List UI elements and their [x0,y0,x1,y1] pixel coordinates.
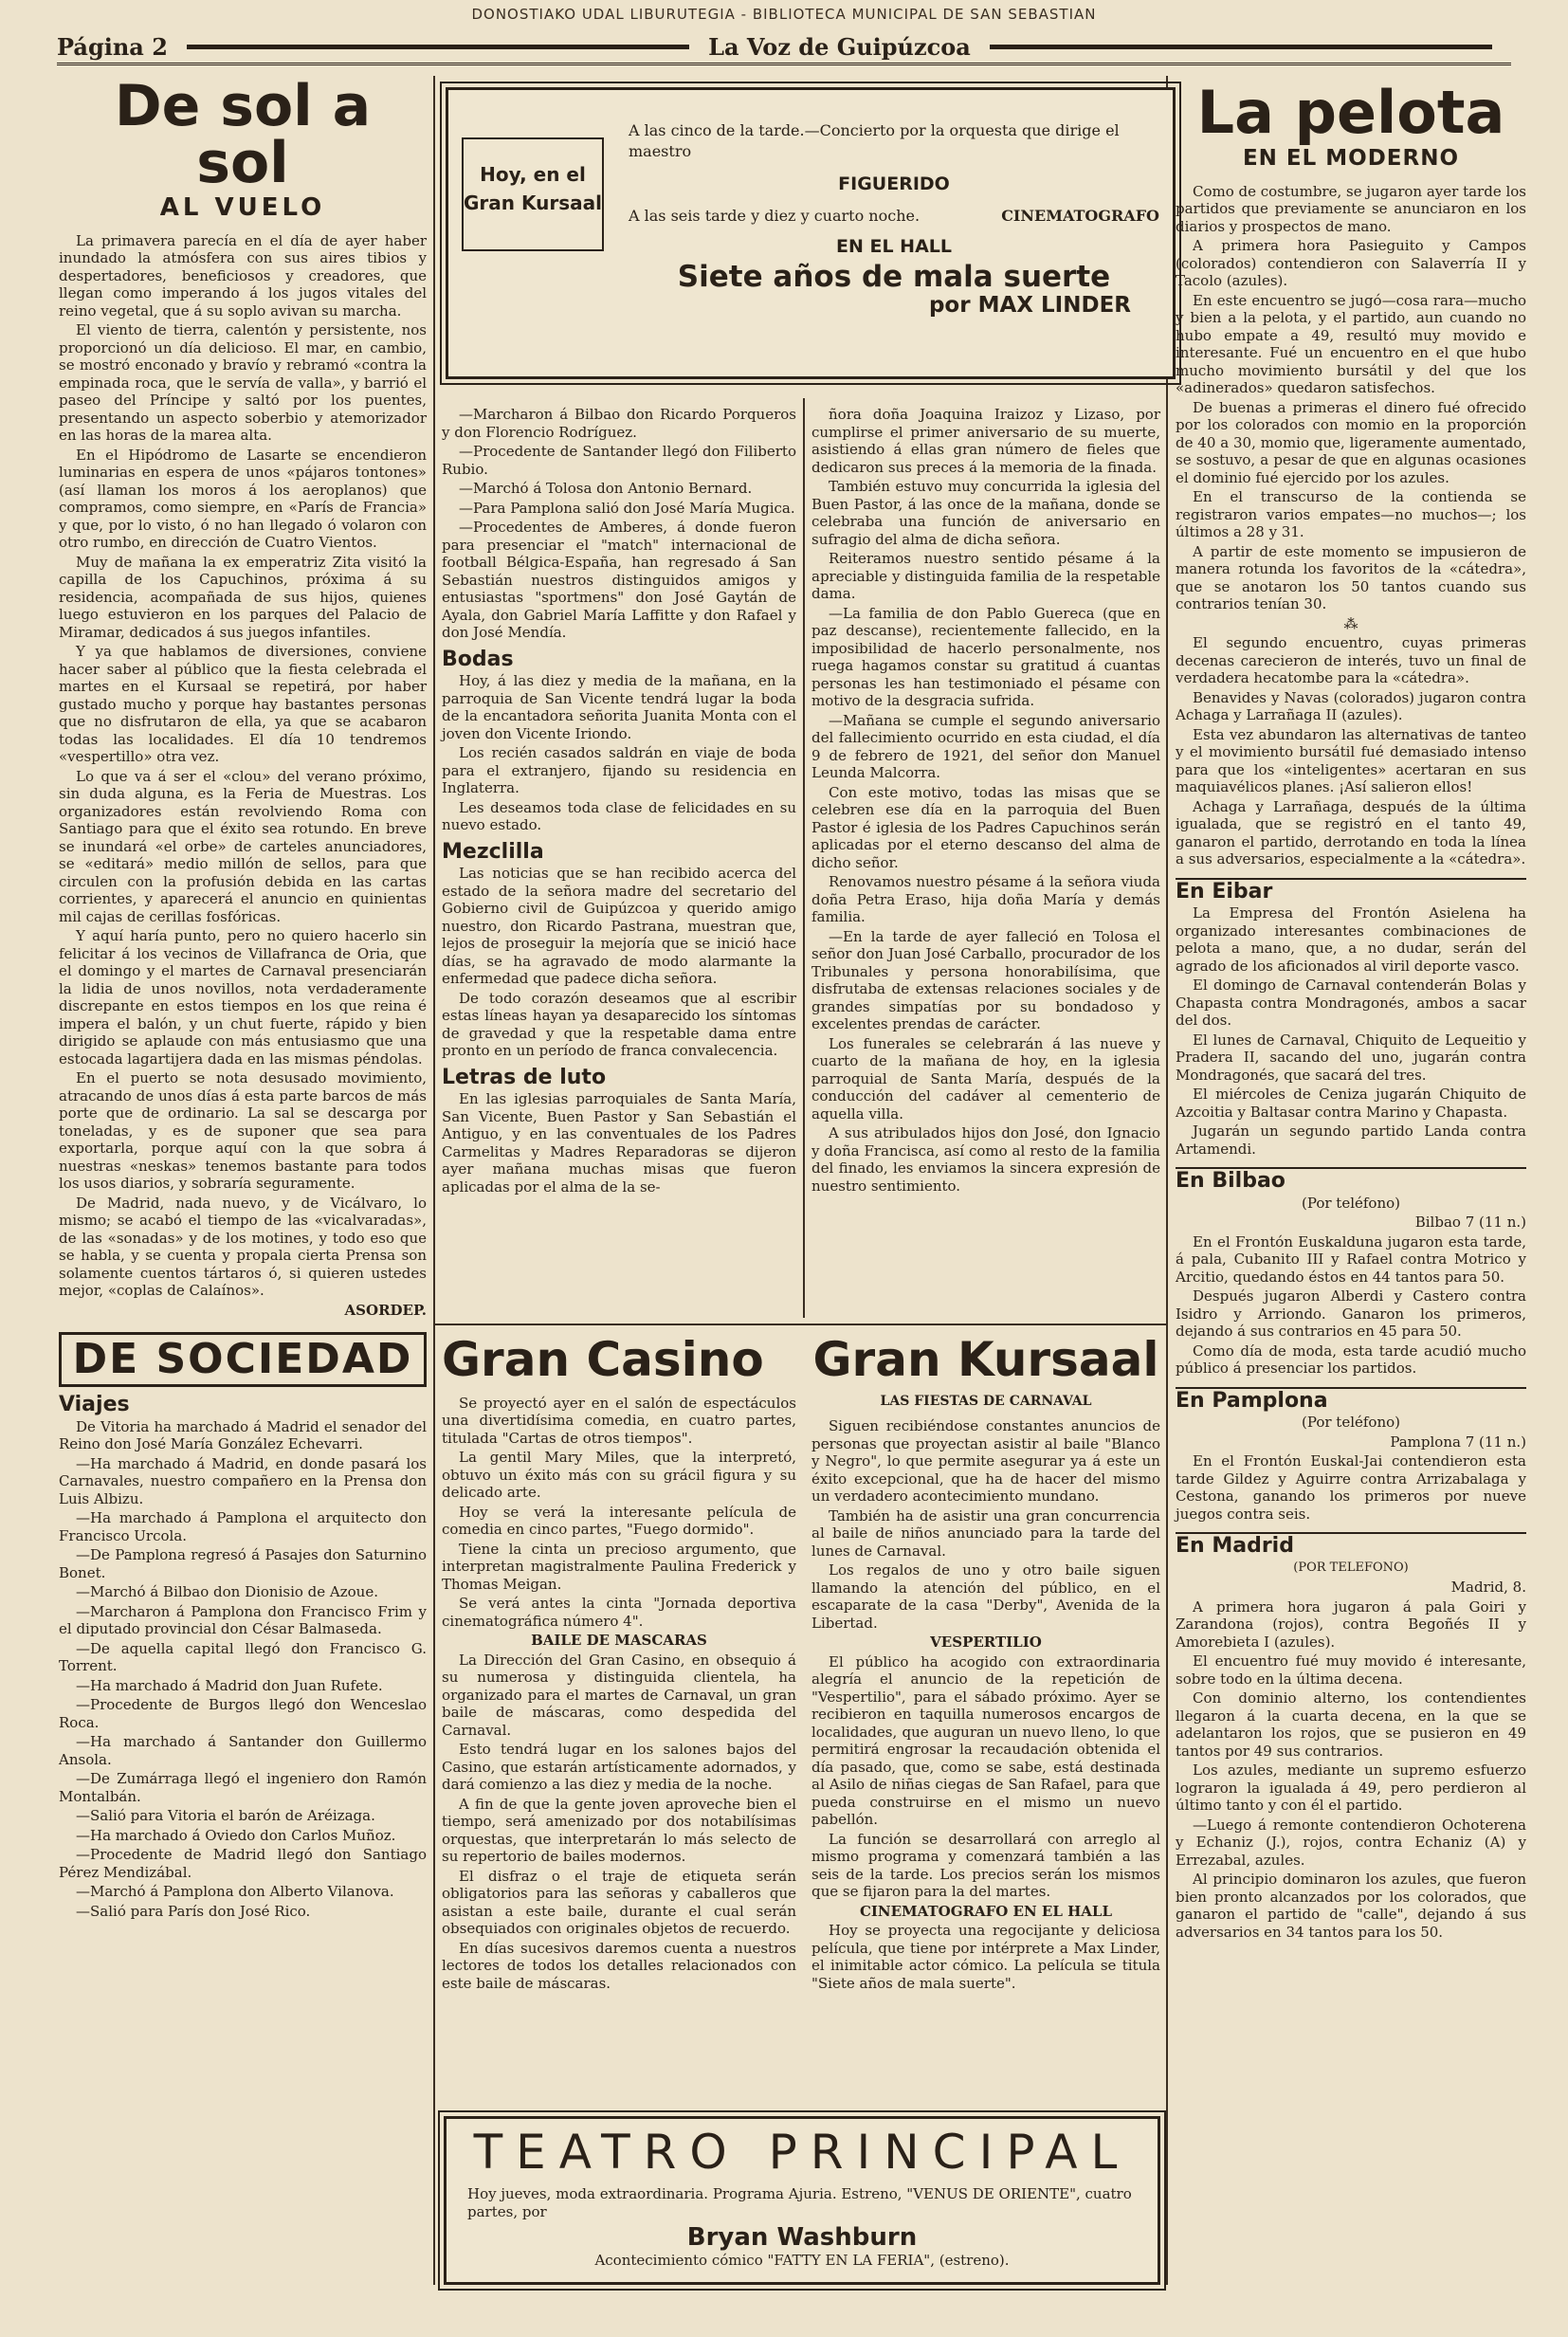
bilbao-dateline: Bilbao 7 (11 n.) [1414,1214,1526,1231]
paragraph: En las iglesias parroquiales de Santa María, San Vicente, Buen Pastor y San Sebastián el Antiguo, y en las conventuales de los Padres Carmelitas y Madres Reparadoras se dijeron ayer mañana muchas misas que fueron aplicadas por el alma de la se- [442,1090,796,1196]
letras-body [442,1090,796,1196]
mezclilla-heading: Mezclilla [442,839,544,864]
cinematografo-heading: CINEMATOGRAFO EN EL HALL [859,1902,1113,1920]
paragraph: El viento de tierra, calentón y persistente, nos proporcionó un día delicioso. El mar, en cambio, se mostró enconado y bravío y rebramó «contra la empinada roca, que le servía de valla», y barrió el paseo del Príncipe y saltó por los puentes, presentando un aspecto soberbio y atemorizador en las horas de la marea alta. [59,321,427,444]
kursaal-body [811,1417,1160,1632]
casino-baile-body [442,1652,796,1993]
vespertilio-body [811,1653,1160,1901]
bilbao-telefono: (Por teléfono) [1301,1194,1400,1212]
paragraph: Se verá antes la cinta "Jornada deportiva cinematográfica número 4". [442,1595,796,1630]
paragraph: En este encuentro se jugó—cosa rara—mucho y bien a la pelota, y el partido, aun cuando no hubo empate a 49, resultó muy movido e interesante. Fué un encuentro en el que hubo mucho movimiento bursátil y del que los «adinerados» quedaron satisfechos. [1176,291,1526,396]
viaje-item: —Ha marchado á Madrid don Juan Rufete. [76,1676,383,1694]
teatro-line2: Acontecimiento cómico "FATTY EN LA FERIA", (estreno). [594,2252,1010,2269]
sociedad-title: DE SOCIEDAD [72,1335,413,1383]
pelota-title: La pelota [1196,78,1505,147]
viaje-item: —Marchó á Tolosa don Antonio Bernard. [459,480,753,497]
paragraph: Los regalos de uno y otro baile siguen llamando la atención del público, en el escaparate de la casa "Derby", Avenida de la Libertad. [811,1561,1160,1632]
paragraph: Y aquí haría punto, pero no quiero hacerlo sin felicitar á los vecinos de Villafranca de Oria, que el domingo y el martes de Carnaval presenciarán la lidia de unos novillos, nota verdaderamente discrepante en estos tiempos en los que reina é impera el balón, y un chut fuerte, rápido y bien dirigido se aplaude con más entusiasmo que una estocada lagartijera dada en las mismas péndolas. [59,927,427,1068]
kursaal-film: Siete años de mala suerte [677,260,1111,294]
paragraph: —Luego á remonte contendieron Ochoterena y Echaniz (J.), rojos, contra Echaniz (A) y Errezabal, azules. [1176,1816,1526,1869]
paragraph: Les deseamos toda clase de felicidades en su nuevo estado. [442,798,796,833]
paragraph: Hoy, á las diez y media de la mañana, en la parroquia de San Vicente tendrá lugar la boda de la encantadora señorita Juanita Monta con el joven don Vicente Iriondo. [442,672,796,742]
column-rule [433,76,435,2285]
kursaal-ad-box [446,87,1176,379]
paragraph: La Empresa del Frontón Asielena ha organizado interesantes combinaciones de pelota a mano, que, a no dudar, serán del agrado de los aficionados al viril deporte vasco. [1176,904,1526,975]
paragraph: En el Hipódromo de Lasarte se encendieron luminarias en espera de unos «pájaros tontones» (así llaman los moros á los aeroplanos) que compramos, como siempre, en «París de Francia» y que, por lo visto, ó no han llegado ó volaron con otro rumbo, en dirección de Cuatro Vientos. [59,446,427,551]
bilbao-body [1176,1233,1526,1378]
paragraph: —Mañana se cumple el segundo aniversario del fallecimiento ocurrido en esta ciudad, el día 9 de febrero de 1921, del señor don Manuel Leunda Malcorra. [811,711,1160,781]
viajes-list [59,1418,427,1921]
paragraph: —En la tarde de ayer falleció en Tolosa el señor don Juan José Carballo, procurador de los Tribunales y persona honorabilísima, que disfrutaba de extensas relaciones sociales y de grandes simpatías por su bondadoso y excelentes prendas de carácter. [811,927,1160,1032]
masthead-rule-left [187,45,689,49]
madrid-heading: En Madrid [1176,1532,1526,1556]
archive-header: DONOSTIAKO UDAL LIBURUTEGIA - BIBLIOTECA MUNICIPAL DE SAN SEBASTIAN [471,6,1097,23]
viaje-item: —Procedente de Madrid llegó don Santiago Pérez Mendizábal. [59,1846,427,1881]
paragraph: Tiene la cinta un precioso argumento, que interpretan magistralmente Paulina Frederick y Thomas Meigan. [442,1540,796,1593]
casino-baile-heading: BAILE DE MASCARAS [531,1632,707,1649]
madrid-telefono: (POR TELEFONO) [1293,1560,1409,1575]
kursaal-tag [462,137,604,251]
paragraph: La gentil Mary Miles, que la interpretó, obtuvo un éxito más con su grácil figura y su delicado arte. [442,1449,796,1501]
gran-kursaal-article [811,1332,1160,1994]
viaje-item: —Marchó á Bilbao don Dionisio de Azoue. [76,1583,378,1600]
paragraph: Se proyectó ayer en el salón de espectáculos una divertidísima comedia, en cuatro partes, titulada "Cartas de otros tiempos". [442,1394,796,1447]
paragraph: A sus atribulados hijos don José, don Ignacio y doña Francisca, así como al resto de la familia del finado, les enviamos la sincera expresión de nuestro sentimiento. [811,1124,1160,1195]
pelota-body [1176,183,1526,613]
casino-title: Gran Casino [442,1332,764,1387]
paragraph: A partir de este momento se impusieron de manera rotunda los favoritos de la «cátedra», que se anotaron los 50 tantos cuando sus contrarios tenían 30. [1176,542,1526,612]
mezclilla-body [442,865,796,1060]
viaje-item: —Ha marchado á Oviedo don Carlos Muñoz. [76,1826,396,1844]
kursaal-cine: CINEMATOGRAFO [1001,207,1159,225]
pamplona-body [1176,1452,1526,1523]
viaje-item: —Ha marchado á Madrid, en donde pasará los Carnavales, nuestro compañero en la Prensa don Luis Albizu. [59,1454,427,1507]
sociedad-box [59,1332,427,1387]
teatro-principal-ad [444,2116,1160,2285]
viaje-item: —Marcharon á Bilbao don Ricardo Porqueros y don Florencio Rodríguez. [442,406,796,441]
viaje-item: —Marchó á Pamplona don Alberto Vilanova. [76,1883,394,1900]
paragraph: En el transcurso de la contienda se registraron varios empates—no muchos—; los últimos a 28 y 31. [1176,488,1526,540]
paragraph: De Madrid, nada nuevo, y de Vicálvaro, lo mismo; se acabó el tiempo de las «vicalvaradas», de las «sonadas» y de los motines, y todo eso que se habla, y se cuenta y propala cierta Prensa son solamente cuentos tártaros ó, si quieren ustedes mejor, «coplas de Calaínos». [59,1194,427,1299]
viaje-item: —De aquella capital llegó don Francisco G. Torrent. [59,1639,427,1674]
column-de-sol-a-sol [59,73,427,1922]
paragraph: La primavera parecía en el día de ayer haber inundado la atmósfera con sus aires tibios y despertadores, beneficiosos y creadores, que llegan como imperando á los jugos vitales del reino vegetal, que á su soplo avivan su marcha. [59,231,427,320]
kursaal-ad-text [629,120,1159,316]
eibar-heading: En Eibar [1176,878,1526,902]
viaje-item: —Para Pamplona salió don José María Mugica. [459,499,795,517]
viaje-item: —Ha marchado á Santander don Guillermo Ansola. [59,1733,427,1768]
paragraph: Después jugaron Alberdi y Castero contra Isidro y Arriondo. Ganaron los primeros, dejando á sus contrarios en 45 para 50. [1176,1287,1526,1340]
newspaper-title: La Voz de Guipúzcoa [708,32,971,61]
kursaal-title: Gran Kursaal [812,1332,1159,1387]
letras-heading: Letras de luto [442,1065,607,1089]
paragraph: De todo corazón deseamos que al escribir estas líneas hayan ya desaparecido los síntomas de gravedad y que la respetable dama entre pronto en un período de franca convalecencia. [442,989,796,1059]
paragraph: Reiteramos nuestro sentido pésame á la apreciable y distinguida familia de la respetable dama. [811,550,1160,602]
paragraph: El segundo encuentro, cuyas primeras decenas carecieron de interés, tuvo un final de verdadera hecatombe para la «cátedra». [1176,634,1526,686]
paragraph: Con este motivo, todas las misas que se celebren ese día en la parroquia del Buen Pastor é iglesia de los Padres Capuchinos serán aplicadas por el eterno descanso del alma de dicho señor. [811,783,1160,871]
kursaal-subtitle: LAS FIESTAS DE CARNAVAL [880,1393,1092,1409]
paragraph: El público ha acogido con extraordinaria alegría el anuncio de la repetición de "Vespertilio", para el sábado próximo. Ayer se recibieron en taquilla numerosos encargos de localidades, que auguran un nuevo lleno, lo que permitirá engrosar la recaudación obtenida el día pasado, que, como se sabe, está destinada al Asilo de niñas ciegas de San Rafael, para que pueda construirse en el mismo un nuevo pabellón. [811,1652,1160,1828]
column-luto-cont [811,406,1160,1196]
paragraph: Siguen recibiéndose constantes anuncios de personas que proyectan asistir al baile "Blanco y Negro", lo que permite asegurar ya á este un éxito excepcional, que ha de hacer del mismo un verdadero acontecimiento mundano. [811,1417,1160,1505]
viaje-item: —Procedente de Santander llegó don Filiberto Rubio. [442,443,796,478]
madrid-dateline: Madrid, 8. [1450,1579,1526,1596]
teatro-line: Hoy jueves, moda extraordinaria. Programa Ajuria. Estreno, "VENUS DE ORIENTE", cuatro partes, por [467,2185,1132,2220]
paragraph: Hoy se verá la interesante película de comedia en cinco partes, "Fuego dormido". [442,1503,796,1538]
paragraph: Con dominio alterno, los contendientes llegaron á la cuarta decena, en la que se adelantaron los rojos, que se pusieron en 49 tantos por 49 sus contrarios. [1176,1689,1526,1760]
kursaal-hall: EN EL HALL [835,236,952,257]
pamplona-telefono: (Por teléfono) [1301,1414,1400,1431]
paragraph: En el Frontón Euskalduna jugaron esta tarde, á pala, Cubanito III y Rafael contra Motrico y Arcitio, quedando éstos en 44 tantos para 50. [1176,1232,1526,1286]
article-title: De sol a sol [114,73,372,196]
masthead [57,30,1511,65]
paragraph: En el puerto se nota desusado movimiento, atracando de unos días á esta parte barcos de más porte que de ordinario. La sal se descarga por toneladas, y es de suponer que sea para exportarla, porque aquí con la que sobra á nuestras «neskas» tenemos bastante para todos los usos diarios, y sobraría seguramente. [59,1069,427,1192]
paragraph: Al principio dominaron los azules, que fueron bien pronto alcanzados por los colorados, que ganaron el partido de "calle", dejando á sus adversarios en 34 tantos para los 50. [1176,1871,1526,1941]
madrid-body [1176,1598,1526,1942]
article-subtitle: AL VUELO [159,193,326,222]
paragraph: El encuentro fué muy movido é interesante, sobre todo en la última decena. [1176,1652,1526,1688]
paragraph: Y ya que hablamos de diversiones, conviene hacer saber al público que la fiesta celebrada el martes en el Kursaal se repetirá, por haber gustado mucho y porque hay bastantes personas que no disfrutaron de ella, ya que se acabaron todas las localidades. El día 10 tendremos «vespertillo» otra vez. [59,643,427,765]
viaje-item: —De Pamplona regresó á Pasajes don Saturnino Bonet. [59,1546,427,1581]
kursaal-by: por MAX LINDER [928,293,1131,318]
pelota-subtitle: EN EL MODERNO [1242,146,1460,171]
paragraph: Como día de moda, esta tarde acudió mucho público á presenciar los partidos. [1176,1342,1526,1377]
viaje-item: —Salió para París don José Rico. [76,1902,311,1920]
paragraph: El lunes de Carnaval, Chiquito de Lequeitio y Pradera II, sacando del uno, jugarán contra Mondragonés, que sacará del tres. [1176,1031,1526,1084]
paragraph: También ha de asistir una gran concurrencia al baile de niños anunciado para la tarde del lunes de Carnaval. [811,1506,1160,1560]
teatro-actor: Bryan Washburn [686,2223,918,2252]
article-signature: ASORDEP. [344,1301,427,1319]
kursaal-line1: A las cinco de la tarde.—Concierto por la orquesta que dirige el maestro [629,121,1120,160]
paragraph: Esto tendrá lugar en los salones bajos del Casino, que estarán artísticamente adornados, y dará comienzo a las diez y media de la noche. [442,1741,796,1793]
paragraph: La Dirección del Gran Casino, en obsequio á su numerosa y distinguida clientela, ha organizado para el martes de Carnaval, un gran baile de máscaras, como despedida del Carnaval. [442,1651,796,1739]
viaje-item: —Salió para Vitoria el barón de Aréizaga. [76,1807,375,1824]
column-sociedad-cont [442,406,796,1197]
masthead-rule-right [990,45,1492,49]
paragraph: Los azules, mediante un supremo esfuerzo lograron la igualada á 49, pero perdieron al último tanto y con él el partido. [1176,1762,1526,1814]
kursaal-maestro: FIGUERIDO [838,173,950,194]
viajes-heading: Viajes [59,1393,130,1416]
paragraph: Muy de mañana la ex emperatriz Zita visitó la capilla de los Capuchinos, próxima á su residencia, acompañada de sus hijos, quienes luego estuvieron en los parques del Palacio de Miramar, dedicados á sus juegos infantiles. [59,553,427,641]
viajes-continued [442,406,796,642]
gran-casino-article [442,1332,796,1994]
kursaal-tag-line1: Hoy, en el [480,163,586,186]
paragraph: Achaga y Larrañaga, después de la última igualada, que se registró en el tanto 49, ganaron el partido, derrotando en toda la línea a sus adversarios, especialmente a la «cátedra». [1176,797,1526,867]
paragraph: El disfraz o el traje de etiqueta serán obligatorios para las señoras y caballeros que asistan a este baile, durante el cual serán obsequiados con originales objetos de recuerdo. [442,1867,796,1937]
pelota-body-2 [1176,634,1526,868]
luto-continued [811,406,1160,1195]
paragraph: —La familia de don Pablo Guereca (que en paz descanse), recientemente fallecido, en la imposibilidad de hacerlo personalmente, nos ruega hagamos constar su gratitud á cuantas personas les han testimoniado el pésame con motivo de la desgracia sufrida. [811,604,1160,709]
separator-stars: ⁂ [1343,614,1358,632]
cinematografo-body [811,1922,1160,1992]
page-number: Página 2 [57,32,168,61]
section-rule [434,1324,1166,1325]
vespertilio-heading: VESPERTILIO [930,1634,1042,1651]
paragraph: ñora doña Joaquina Iraizoz y Lizaso, por cumplirse el primer aniversario de su muerte, asistiendo á ellas gran número de fieles que dedicaron sus preces á la memoria de la finada. [811,406,1160,476]
paragraph: El miércoles de Ceniza jugarán Chiquito de Azcoitia y Baltasar contra Marino y Chapasta. [1176,1086,1526,1121]
bilbao-heading: En Bilbao [1176,1167,1526,1191]
paragraph: Jugarán un segundo partido Landa contra Artamendi. [1176,1123,1526,1158]
column-rule [1166,76,1168,2285]
paragraph: Renovamos nuestro pésame á la señora viuda doña Petra Eraso, hija doña María y demás familia. [811,873,1160,925]
viaje-item: De Vitoria ha marchado á Madrid el senador del Reino don José María González Echevarri. [59,1417,427,1452]
kursaal-line2: A las seis tarde y diez y cuarto noche. [629,207,921,225]
pamplona-heading: En Pamplona [1176,1387,1526,1411]
paragraph: En días sucesivos daremos cuenta a nuestros lectores de todos los detalles relacionados con este baile de máscaras. [442,1939,796,1992]
paragraph: A primera hora jugaron á pala Goiri y Zarandona (rojos), contra Begoñés II y Amorebieta I (azules). [1176,1598,1526,1651]
paragraph: Hoy se proyecta una regocijante y deliciosa película, que tiene por intérprete a Max Linder, el inimitable actor cómico. La película se titula "Siete años de mala suerte". [811,1922,1160,1992]
pamplona-dateline: Pamplona 7 (11 n.) [1390,1433,1526,1451]
viaje-item: —Procedente de Burgos llegó don Wenceslao Roca. [59,1696,427,1731]
paragraph: Benavides y Navas (colorados) jugaron contra Achaga y Larrañaga II (azules). [1176,688,1526,723]
paragraph: En el Frontón Euskal-Jai contendieron esta tarde Gildez y Aguirre contra Arrizabalaga y Cestona, ganando los primeros por nueve juegos contra seis. [1176,1452,1526,1523]
viaje-item: —Ha marchado á Pamplona el arquitecto don Francisco Urcola. [59,1509,427,1544]
teatro-title: TEATRO PRINCIPAL [473,2125,1131,2180]
kursaal-tag-line2: Gran Kursaal [464,192,602,214]
paragraph: También estuvo muy concurrida la iglesia del Buen Pastor, á las once de la mañana, donde se celebraba una función de aniversario en sufragio del alma de dicha señora. [811,478,1160,548]
casino-body [442,1395,796,1631]
column-la-pelota [1176,78,1526,1943]
bodas-body [442,672,796,834]
paragraph: Los funerales se celebrarán á las nueve y cuarto de la mañana de hoy, en la iglesia parroquial de Santa María, después de la conducción del cadáver al cementerio de aquella villa. [811,1034,1160,1123]
paragraph: A fin de que la gente joven aproveche bien el tiempo, será amenizado por dos notabilísimas orquestas, que interpretarán lo más selecto de su repertorio de bailes modernos. [442,1795,796,1865]
viaje-item: —Marcharon á Pamplona don Francisco Frim y el diputado provincial don César Balmaseda. [59,1602,427,1637]
paragraph: Esta vez abundaron las alternativas de tanteo y el movimiento bursátil fué demasiado intenso para que los «inteligentes» acertaran en sus maquiavélicos planes. ¡Así salieron ellos! [1176,725,1526,795]
paragraph: Las noticias que se han recibido acerca del estado de la señora madre del secretario del Gobierno civil de Guipúzcoa y querido amigo nuestro, don Ricardo Pastrana, muestran que, lejos de proseguir la mejoría que se inició hace días, se ha agravado de modo alarmante la enfermedad que padece dicha señora. [442,865,796,987]
paragraph: La función se desarrollará con arreglo al mismo programa y comenzará también a las seis de la tarde. Los precios serán los mismos que se fijaron para la del martes. [811,1830,1160,1900]
article-body [59,232,427,1300]
eibar-body [1176,904,1526,1158]
viaje-item: —Procedentes de Amberes, á donde fueron para presenciar el "match" internacional de football Bélgica-España, han regresado á San Sebastián nuestros distinguidos amigos y entusiastas "sportmens" don José Gaytán de Ayala, don Gabriel María Laffitte y don Rafael y don José Mendía. [442,519,796,641]
paragraph: De buenas a primeras el dinero fué ofrecido por los colorados con momio en la proporción de 40 a 30, momio que, ligeramente aumentado, se sostuvo, a pesar de que en algunas ocasiones el dominio fué ejercido por los azules. [1176,398,1526,486]
paragraph: Lo que va á ser el «clou» del verano próximo, sin duda alguna, es la Feria de Muestras. Los organizadores están revolviendo Roma con Santiago para que el éxito sea rotundo. En breve se inundará «el orbe» de carteles anunciadores, se «editará» medio millón de sellos, para que circulen con la profusión debida en las cartas corrientes, y aparecerá el anuncio en quinientas mil cajas de cerillas fosfóricas. [59,767,427,925]
paragraph: Los recién casados saldrán en viaje de boda para el extranjero, fijando su residencia en Inglaterra. [442,744,796,796]
bodas-heading: Bodas [442,647,514,671]
kursaal-line2-row [629,206,1159,227]
column-rule [803,398,805,1318]
paragraph: Como de costumbre, se jugaron ayer tarde los partidos que previamente se anunciaron en los diarios y prospectos de mano. [1176,182,1526,235]
paragraph: A primera hora Pasieguito y Campos (colorados) contendieron con Salaverría II y Tacolo (azules). [1176,237,1526,289]
paragraph: El domingo de Carnaval contenderán Bolas y Chapasta contra Mondragonés, ambos a sacar del dos. [1176,977,1526,1029]
viaje-item: —De Zumárraga llegó el ingeniero don Ramón Montalbán. [59,1770,427,1805]
